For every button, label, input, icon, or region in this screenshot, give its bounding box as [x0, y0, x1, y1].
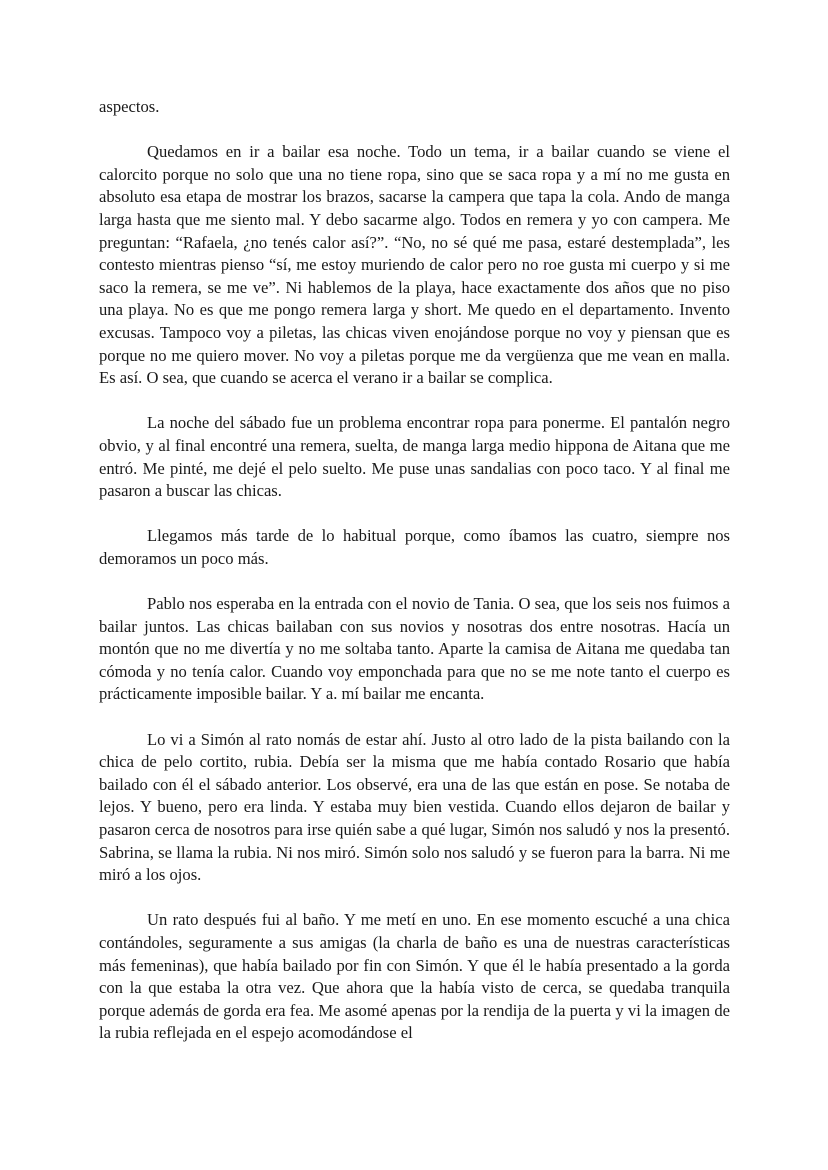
paragraph-bathroom: Un rato después fui al baño. Y me metí en uno. En ese momento escuché a una chica contándoles, seguramente a sus amigas (la charla de baño es una de nuestras características más femeninas), que había bailado por fin con Simón. Y que él le había presentado a la gorda con la que estaba la otra vez. Que ahora que la había visto de cerca, se quedaba tranquila porque además de gorda era fea. Me asomé apenas por la rendija de la puerta y vi la imagen de la rubia reflejada en el espejo acomodándose el [99, 910, 730, 1043]
paragraph-dancing-plans: Quedamos en ir a bailar esa noche. Todo un tema, ir a bailar cuando se viene el calorcito porque no solo que una no tiene ropa, sino que se saca ropa y a mí no me gusta en absoluto esa etapa de mostrar los brazos, sacarse la campera que tapa la cola. Ando de manga larga hasta que me siento mal. Y debo sacarme algo. Todos en remera y yo con campera. Me preguntan: “Rafaela, ¿no tenés calor así?”. “No, no sé qué me pasa, estaré destemplada”, les contesto mientras pienso “sí, me estoy muriendo de calor pero no roe gusta mi cuerpo y si me saco la remera, se me ve”. Ni hablemos de la playa, hace exactamente dos años que no piso una playa. No es que me pongo remera larga y short. Me quedo en el departamento. Invento excusas. Tampoco voy a piletas, las chicas viven enojándose porque no voy y piensan que es porque no me quiero mover. No voy a piletas porque me da vergüenza que me vean en malla. Es así. O sea, que cuando se acerca el verano ir a bailar se complica. [99, 142, 730, 388]
paragraph-saturday-outfit: La noche del sábado fue un problema encontrar ropa para ponerme. El pantalón negro obvio, y al final encontré una remera, suelta, de manga larga medio hippona de Aitana que me entró. Me pinté, me dejé el pelo suelto. Me puse unas sandalias con poco taco. Y al final me pasaron a buscar las chicas. [99, 413, 730, 501]
paragraph-continuation: aspectos. [99, 97, 160, 116]
document-page [99, 96, 730, 1045]
paragraph-simon-sighting: Lo vi a Simón al rato nomás de estar ahí. Justo al otro lado de la pista bailando con la chica de pelo cortito, rubia. Debía ser la misma que me había contado Rosario que había bailado con él el sábado anterior. Los observé, era una de las que están en pose. Se notaba de lejos. Y bueno, pero era linda. Y estaba muy bien vestida. Cuando ellos dejaron de bailar y pasaron cerca de nosotros para irse quién sabe a qué lugar, Simón nos saludó y nos la presentó. Sabrina, se llama la rubia. Ni nos miró. Simón solo nos saludó y se fueron para la barra. Ni me miró a los ojos. [99, 729, 730, 885]
paragraph-pablo-entrance: Pablo nos esperaba en la entrada con el novio de Tania. O sea, que los seis nos fuimos a bailar juntos. Las chicas bailaban con sus novios y nosotras dos entre nosotras. Hacía un montón que no me divertía y no me soltaba tanto. Aparte la camisa de Aitana me quedaba tan cómoda y no tenía calor. Cuando voy emponchada para que no se me note tanto el cuerpo es prácticamente imposible bailar. Y a. mí bailar me encanta. [99, 594, 730, 704]
paragraph-arrival: Llegamos más tarde de lo habitual porque, como íbamos las cuatro, siempre nos demoramos un poco más. [99, 526, 730, 568]
